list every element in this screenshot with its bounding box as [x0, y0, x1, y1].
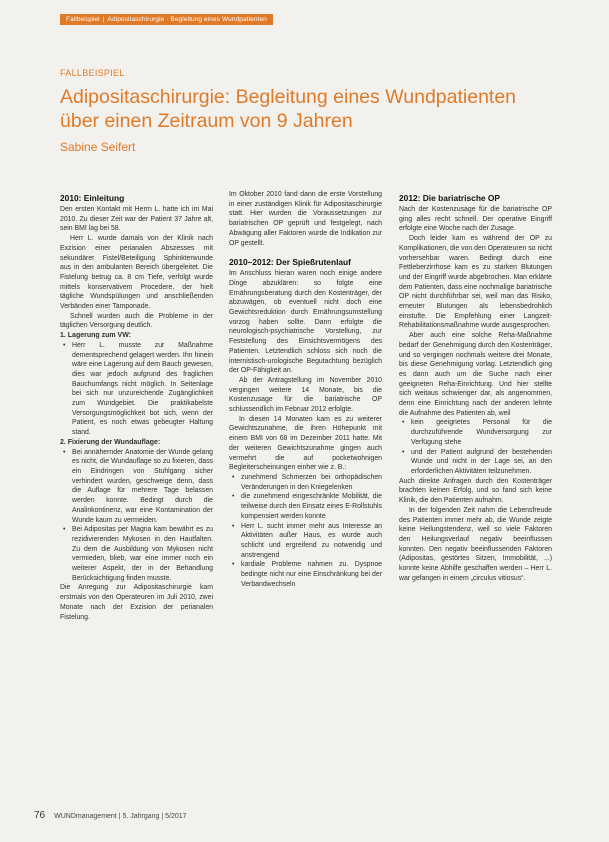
paragraph: Im Oktober 2010 fand dann die erste Vorstellung in einer zuständigen Klinik für Adipositaschirurgie statt. Hier wurden die Voraussetzungen zur bariatrischen OP geprüft und festgelegt, nach Abwägung aller Faktoren wurde die Indikation zur OP gestellt. — [229, 191, 382, 247]
bullet-list — [229, 473, 382, 589]
article-kicker: FALLBEISPIEL — [60, 68, 125, 78]
numbered-heading: 1. Lagerung zum VW: — [60, 332, 132, 340]
section-heading-spiessrutenlauf: 2010–2012: Der Spießrutenlauf — [229, 257, 351, 268]
column-3 — [399, 193, 552, 583]
paragraph: Doch leider kam es während der OP zu Komplikationen, die von den Operateuren so nicht vorhersehbar waren. Bedingt durch eine Fettleberzirrhose kam es zu starken Blutungen und der Eingriff wurde abgebrochen. Man erklärte dem Patienten, dass eine nochmalige bariatrische OP nicht durchführbar sei, weil man das Risiko, erneuter Blutungen als lebensbedrohlich einstufte. Die Empfehlung einer Langzeit-Rehabilitationsmaßnahme wurde ausgesprochen. — [399, 235, 552, 330]
paragraph: Schnell wurden auch die Probleme in der täglichen Versorgung deutlich. — [60, 312, 213, 330]
paragraph: Nach der Kostenzusage für die bariatrische OP ging alles recht schnell. Der operative Eingriff erfolgte eine Woche nach der Zusage. — [399, 206, 552, 233]
bullet-list — [60, 448, 213, 584]
list-item: • und der Patient aufgrund der bestehenden Wunde und nicht in der Lage sei, an den erforderlichen Aktivitäten teilzunehmen. — [411, 448, 552, 477]
paragraph: Herr L. wurde damals von der Klinik nach Exzision einer perianalen Abszesses mit sekundärer Fistel/Beteiligung Sphinkterwunde aus in den ambulanten Bereich übergeleitet. Die Fistelung betrug ca. 8 cm Tiefe, verfolgt wurde mittels konservativem Procedere, der hielt tägliche Wundspülungen und anschließenden Verbänden einer Tamponade. — [60, 235, 213, 311]
list-item: • kein geeignetes Personal für die durchzuführende Wundversorgung zur Verfügung stehe — [411, 418, 552, 447]
bullet-list — [60, 341, 213, 438]
page-number: 76 — [34, 810, 46, 821]
paragraph: Im Anschluss hieran waren noch einige andere Dinge abzuklären: so folgte eine Ernährungsberatung durch den Kostenträger, der abzuwägen, ob eventuell nicht doch eine Gewichtsreduktion durch Ernährungsumstellung vorzog haben sollte. Dann erfolgte die neurologisch-psychiatrische Vorstellung, zur Feststellung des Einsichtsvermögens des Patienten. Letztendlich schloss sich noch die internistisch-urologische Begutachtung bezüglich der OP-Fähigkeit an. — [229, 270, 382, 375]
section-heading-einleitung: 2010: Einleitung — [60, 193, 125, 203]
list-item: • kardiale Probleme nahmen zu. Dyspnoe bedingte nicht nur eine Einschränkung bei der Verbandwechseln — [241, 560, 382, 589]
paragraph: Auch direkte Anfragen durch den Kostenträger brachten keinen Erfolg, und so fand sich keine Klinik, die den Patienten aufnahm. — [399, 477, 552, 505]
list-item: • zunehmend Schmerzen bei orthopädischen Veränderungen in den Kniegelenken — [241, 473, 382, 492]
section-heading-bariatrische-op: 2012: Die bariatrische OP — [399, 193, 501, 203]
column-1 — [60, 193, 213, 622]
list-item: • Bei annähernder Anatomie der Wunde gelang es nicht, die Wundauflage so zu fixieren, dass ein Eindringen von Stuhlgang sicher verhindert wurden, geschweige denn, dass die Auflage für mehrere Tage belassen werden konnte. Bedingt durch die Analinkontinenz, war eine Kontamination der Wunde kaum zu vermeiden. — [72, 448, 213, 526]
paragraph: In diesen 14 Monaten kam es zu weiterer Gewichtszunahme, die ihren Höhepunkt mit einem BMI von 68 im Dezember 2011 hatte. Mit der weiteren Gewichtszunahme gingen auch vermehrt die auf pocketwohnigen Begleiterscheinungen einher wie z. B.: — [229, 415, 382, 472]
list-item: • die zunehmend eingeschränkte Mobilität, die teilweise durch den Einsatz eines E-Rollstuhls kompensiert werden konnte — [241, 492, 382, 521]
list-item: • Herr L. musste zur Maßnahme dementsprechend gelagert werden. Ihn hinein wäre eine Lagerung auf dem Bauch gewesen, dies war jedoch aufgrund des fraglichen Bauchumfangs nicht möglich. In Seitenlage bei sich nur unzureichende Zugänglichkeit zum Wundgebiet. Die praktikabelste Versorgungsmöglichkeit bot sich, wenn der Patient, es noch etwas gebeugter Haltung stand. — [72, 341, 213, 438]
article-author: Sabine Seifert — [60, 140, 136, 154]
header-title: Adipositaschirurgie · Begleitung eines Wundpatienten — [107, 16, 267, 23]
journal-info: WUNDmanagement | 5. Jahrgang | 5/2017 — [54, 813, 187, 820]
numbered-heading: 2. Fixierung der Wundauflage: — [60, 438, 161, 446]
bullet-list — [399, 418, 552, 476]
paragraph: Den ersten Kontakt mit Herrn L. hatte ich im Mai 2010. Zu dieser Zeit war der Patient 37 Jahre alt, sein BMI lag bei 58. — [60, 206, 213, 233]
running-header: Fallbeispiel | Adipositaschirurgie · Begleitung eines Wundpatienten — [60, 14, 273, 25]
article-title: Adipositaschirurgie: Begleitung eines Wundpatienten über einen Zeitraum von 9 Jahren — [60, 86, 517, 132]
list-item: • Bei Adipositas per Magna kam bewährt es zu rezidivierenden Mykosen in den Hautfalten. Zu dem die Ausbildung von Mykosen nicht vermieden, blieb, war eine immer noch ein weiterer Aspekt, der in der Behandlung Berücksichtigung finden musste. — [72, 525, 213, 583]
paragraph: Ab der Antragstellung im November 2010 vergingen weitere 14 Monate, bis die Kostenzusage für die bariatrische OP schlussendlich im Februar 2012 erfolgte. — [229, 376, 382, 414]
paragraph: Die Anregung zur Adipositaschirurgie kam erstmals von den Operateuren im Juli 2010, zwei Monate nach der Exzision der perianalen Fistelung. — [60, 584, 213, 621]
column-2 — [229, 190, 382, 589]
header-section: Fallbeispiel — [66, 16, 100, 23]
page-footer — [34, 810, 187, 821]
paragraph: In der folgenden Zeit nahm die Lebensfreude des Patienten immer mehr ab, die Wunde zeigte keine Heilungstendenz, weil so viele Faktoren den Heilungsverlauf negativ beeinflussen konnten. Den negativ beeinflussenden Faktoren (Adipositas, gestörtes Sitzen, Immobilität, ...) konnte keine Abhilfe geschaffen werden – Herr L. war gefangen in einem „circulus vitiosus“. — [399, 506, 552, 582]
list-item: • Herr L. sucht immer mehr aus Interesse an Aktivitäten außer Haus, es wurde auch schlicht und ergreifend zu notwendig und anstrengend — [241, 522, 382, 561]
paragraph: Aber auch eine solche Reha-Maßnahme bedarf der Genehmigung durch den Kostenträger, und so vergingen nochmals weitere drei Monate, bis diese Genehmigung vorlag. Letztendlich ging es dann auch um die Suche nach einer geeigneten Reha-Einrichtung. Und hier stellte sich weitaus schwieriger dar, als angenommen, denn eine Einrichtung nach der anderen lehnte die Aufnahme des Patienten ab, weil — [399, 332, 552, 417]
